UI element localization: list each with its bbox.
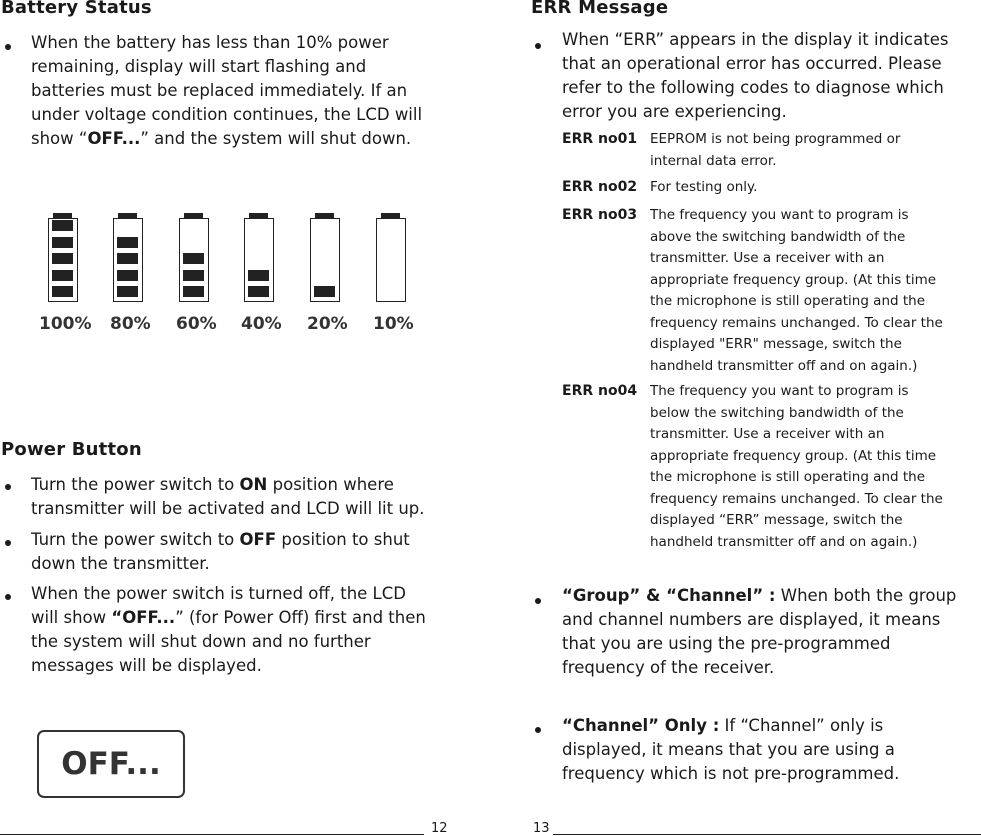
battery-label-40: 40% — [241, 314, 282, 334]
text-line: transmitter will be activated and LCD will lit up. — [31, 499, 425, 518]
battery-status-paragraph — [31, 31, 422, 151]
text-line: batteries must be replaced immediately. If an — [31, 81, 408, 100]
err-code-01: ERR no01 — [562, 131, 638, 147]
text-line: frequency remains unchanged. To clear the — [650, 314, 943, 331]
lcd-off-display: OFF... — [37, 730, 185, 798]
battery-icon-20 — [310, 218, 340, 302]
battery-bar-segment — [183, 270, 204, 281]
text-line: appropriate frequency group. (At this time — [650, 447, 937, 464]
text-line: under voltage condition continues, the LCD will — [31, 105, 423, 124]
battery-cap — [315, 213, 334, 218]
text-line — [31, 528, 410, 552]
battery-bar-segment — [52, 220, 73, 231]
bullet — [5, 540, 11, 546]
battery-bar-segment — [117, 253, 138, 264]
text-line: below the switching bandwidth of the — [650, 404, 904, 421]
bullet — [535, 43, 541, 49]
text-line: When the battery has less than 10% power — [31, 33, 389, 52]
channel-only-note — [562, 714, 899, 786]
off-keyword: OFF — [239, 530, 277, 549]
battery-icon-40 — [244, 218, 274, 302]
battery-bar-segment — [52, 286, 73, 297]
channel-only-keyword: “Channel” Only : — [562, 716, 720, 735]
text-line: error you are experiencing. — [562, 102, 787, 121]
text-line: transmitter. Use a receiver with an — [650, 250, 885, 266]
text-line — [31, 606, 426, 630]
power-off-display-note — [31, 582, 426, 678]
text-line — [31, 473, 425, 497]
battery-label-80: 80% — [110, 314, 151, 334]
power-on-instruction — [31, 473, 425, 521]
on-keyword: ON — [239, 475, 268, 494]
bullet — [535, 598, 541, 604]
battery-cap — [53, 213, 72, 218]
battery-bar-segment — [117, 237, 138, 248]
text-fragment: show “ — [31, 129, 88, 148]
text-fragment: When both the group — [775, 586, 957, 605]
text-line: the system will shut down and no further — [31, 632, 371, 651]
battery-cap — [249, 213, 268, 218]
text-fragment: will show — [31, 608, 112, 627]
text-line: internal data error. — [650, 152, 777, 169]
text-line: that you are using the pre-programmed — [562, 634, 891, 653]
text-line: remaining, display will start flashing and — [31, 57, 367, 76]
text-fragment: position where — [267, 475, 394, 494]
err-code-01-description — [650, 129, 900, 172]
battery-label-100: 100% — [39, 314, 92, 334]
battery-bar-segment — [52, 237, 73, 248]
bullet — [5, 484, 11, 490]
text-line: frequency which is not pre-programmed. — [562, 764, 900, 783]
text-line: transmitter. Use a receiver with an — [650, 426, 885, 442]
power-off-instruction — [31, 528, 410, 576]
bullet — [5, 594, 11, 600]
text-line: The frequency you want to program is — [650, 383, 909, 399]
text-line — [562, 714, 899, 738]
err-code-02: ERR no02 — [562, 179, 638, 195]
text-line: that an operational error has occurred. Please — [562, 54, 942, 73]
text-line: the microphone is still operating and the — [650, 469, 926, 485]
bullet — [5, 44, 11, 50]
text-fragment: Turn the power switch to — [31, 530, 240, 549]
battery-bar-segment — [183, 286, 204, 297]
text-line: displayed, it means that you are using a — [562, 740, 895, 759]
text-line: appropriate frequency group. (At this time — [650, 271, 937, 288]
battery-cap — [381, 213, 400, 218]
text-line: The frequency you want to program is — [650, 207, 909, 223]
battery-bar-segment — [248, 270, 269, 281]
battery-icon-100 — [48, 218, 78, 302]
battery-bar-segment — [52, 253, 73, 264]
err-code-02-description — [650, 177, 757, 199]
err-code-03-description — [650, 205, 943, 377]
off-keyword: OFF... — [87, 129, 141, 148]
battery-label-60: 60% — [176, 314, 217, 334]
battery-label-20: 20% — [307, 314, 348, 334]
text-line: When the power switch is turned off, the LCD — [31, 584, 406, 603]
text-line: messages will be displayed. — [31, 656, 262, 675]
err-intro-paragraph — [562, 28, 948, 124]
text-line: When “ERR” appears in the display it indicates — [562, 30, 949, 49]
footer-rule-left — [0, 834, 424, 835]
text-fragment: Turn the power switch to — [31, 475, 240, 494]
text-line: displayed "ERR" message, switch the — [650, 336, 902, 352]
page-number-right: 13 — [533, 821, 550, 836]
text-line: the microphone is still operating and the — [650, 293, 926, 309]
text-line: For testing only. — [650, 179, 758, 195]
text-line: down the transmitter. — [31, 554, 210, 573]
text-line: handheld transmitter off and on again.) — [650, 357, 918, 374]
text-line: refer to the following codes to diagnose which — [562, 78, 944, 97]
err-code-04-description — [650, 381, 943, 553]
group-channel-keyword: “Group” & “Channel” : — [562, 586, 776, 605]
text-fragment: If “Channel” only is — [719, 716, 884, 735]
err-message-heading: ERR Message — [531, 0, 669, 18]
power-button-heading: Power Button — [1, 439, 142, 460]
battery-bar-segment — [117, 270, 138, 281]
battery-bar-segment — [248, 286, 269, 297]
battery-cap — [118, 213, 137, 218]
battery-icon-10 — [376, 218, 406, 302]
battery-bar-segment — [183, 253, 204, 264]
off-keyword: “OFF... — [111, 608, 176, 627]
footer-rule-right — [553, 834, 981, 835]
text-line: displayed “ERR” message, switch the — [650, 512, 903, 528]
battery-icon-60 — [179, 218, 209, 302]
battery-bar-segment — [314, 286, 335, 297]
battery-bar-segment — [52, 270, 73, 281]
battery-icon-80 — [113, 218, 143, 302]
battery-label-10: 10% — [373, 314, 414, 334]
text-fragment: position to shut — [276, 530, 410, 549]
text-line: and channel numbers are displayed, it means — [562, 610, 941, 629]
err-code-03: ERR no03 — [562, 207, 638, 223]
text-line: handheld transmitter off and on again.) — [650, 533, 918, 550]
battery-bar-segment — [117, 286, 138, 297]
text-fragment: ” (for Power Off) first and then — [175, 608, 426, 627]
group-channel-note — [562, 584, 956, 680]
text-line: frequency remains unchanged. To clear the — [650, 490, 943, 507]
bullet — [535, 727, 541, 733]
text-line — [31, 127, 422, 151]
battery-cap — [184, 213, 203, 218]
text-line: above the switching bandwidth of the — [650, 228, 906, 245]
battery-status-heading: Battery Status — [1, 0, 152, 18]
text-fragment: ” and the system will shut down. — [140, 129, 412, 148]
text-line: EEPROM is not being programmed or — [650, 131, 901, 147]
text-line: frequency of the receiver. — [562, 658, 775, 677]
err-code-04: ERR no04 — [562, 383, 638, 399]
text-line — [562, 584, 956, 608]
page-number-left: 12 — [431, 821, 448, 836]
